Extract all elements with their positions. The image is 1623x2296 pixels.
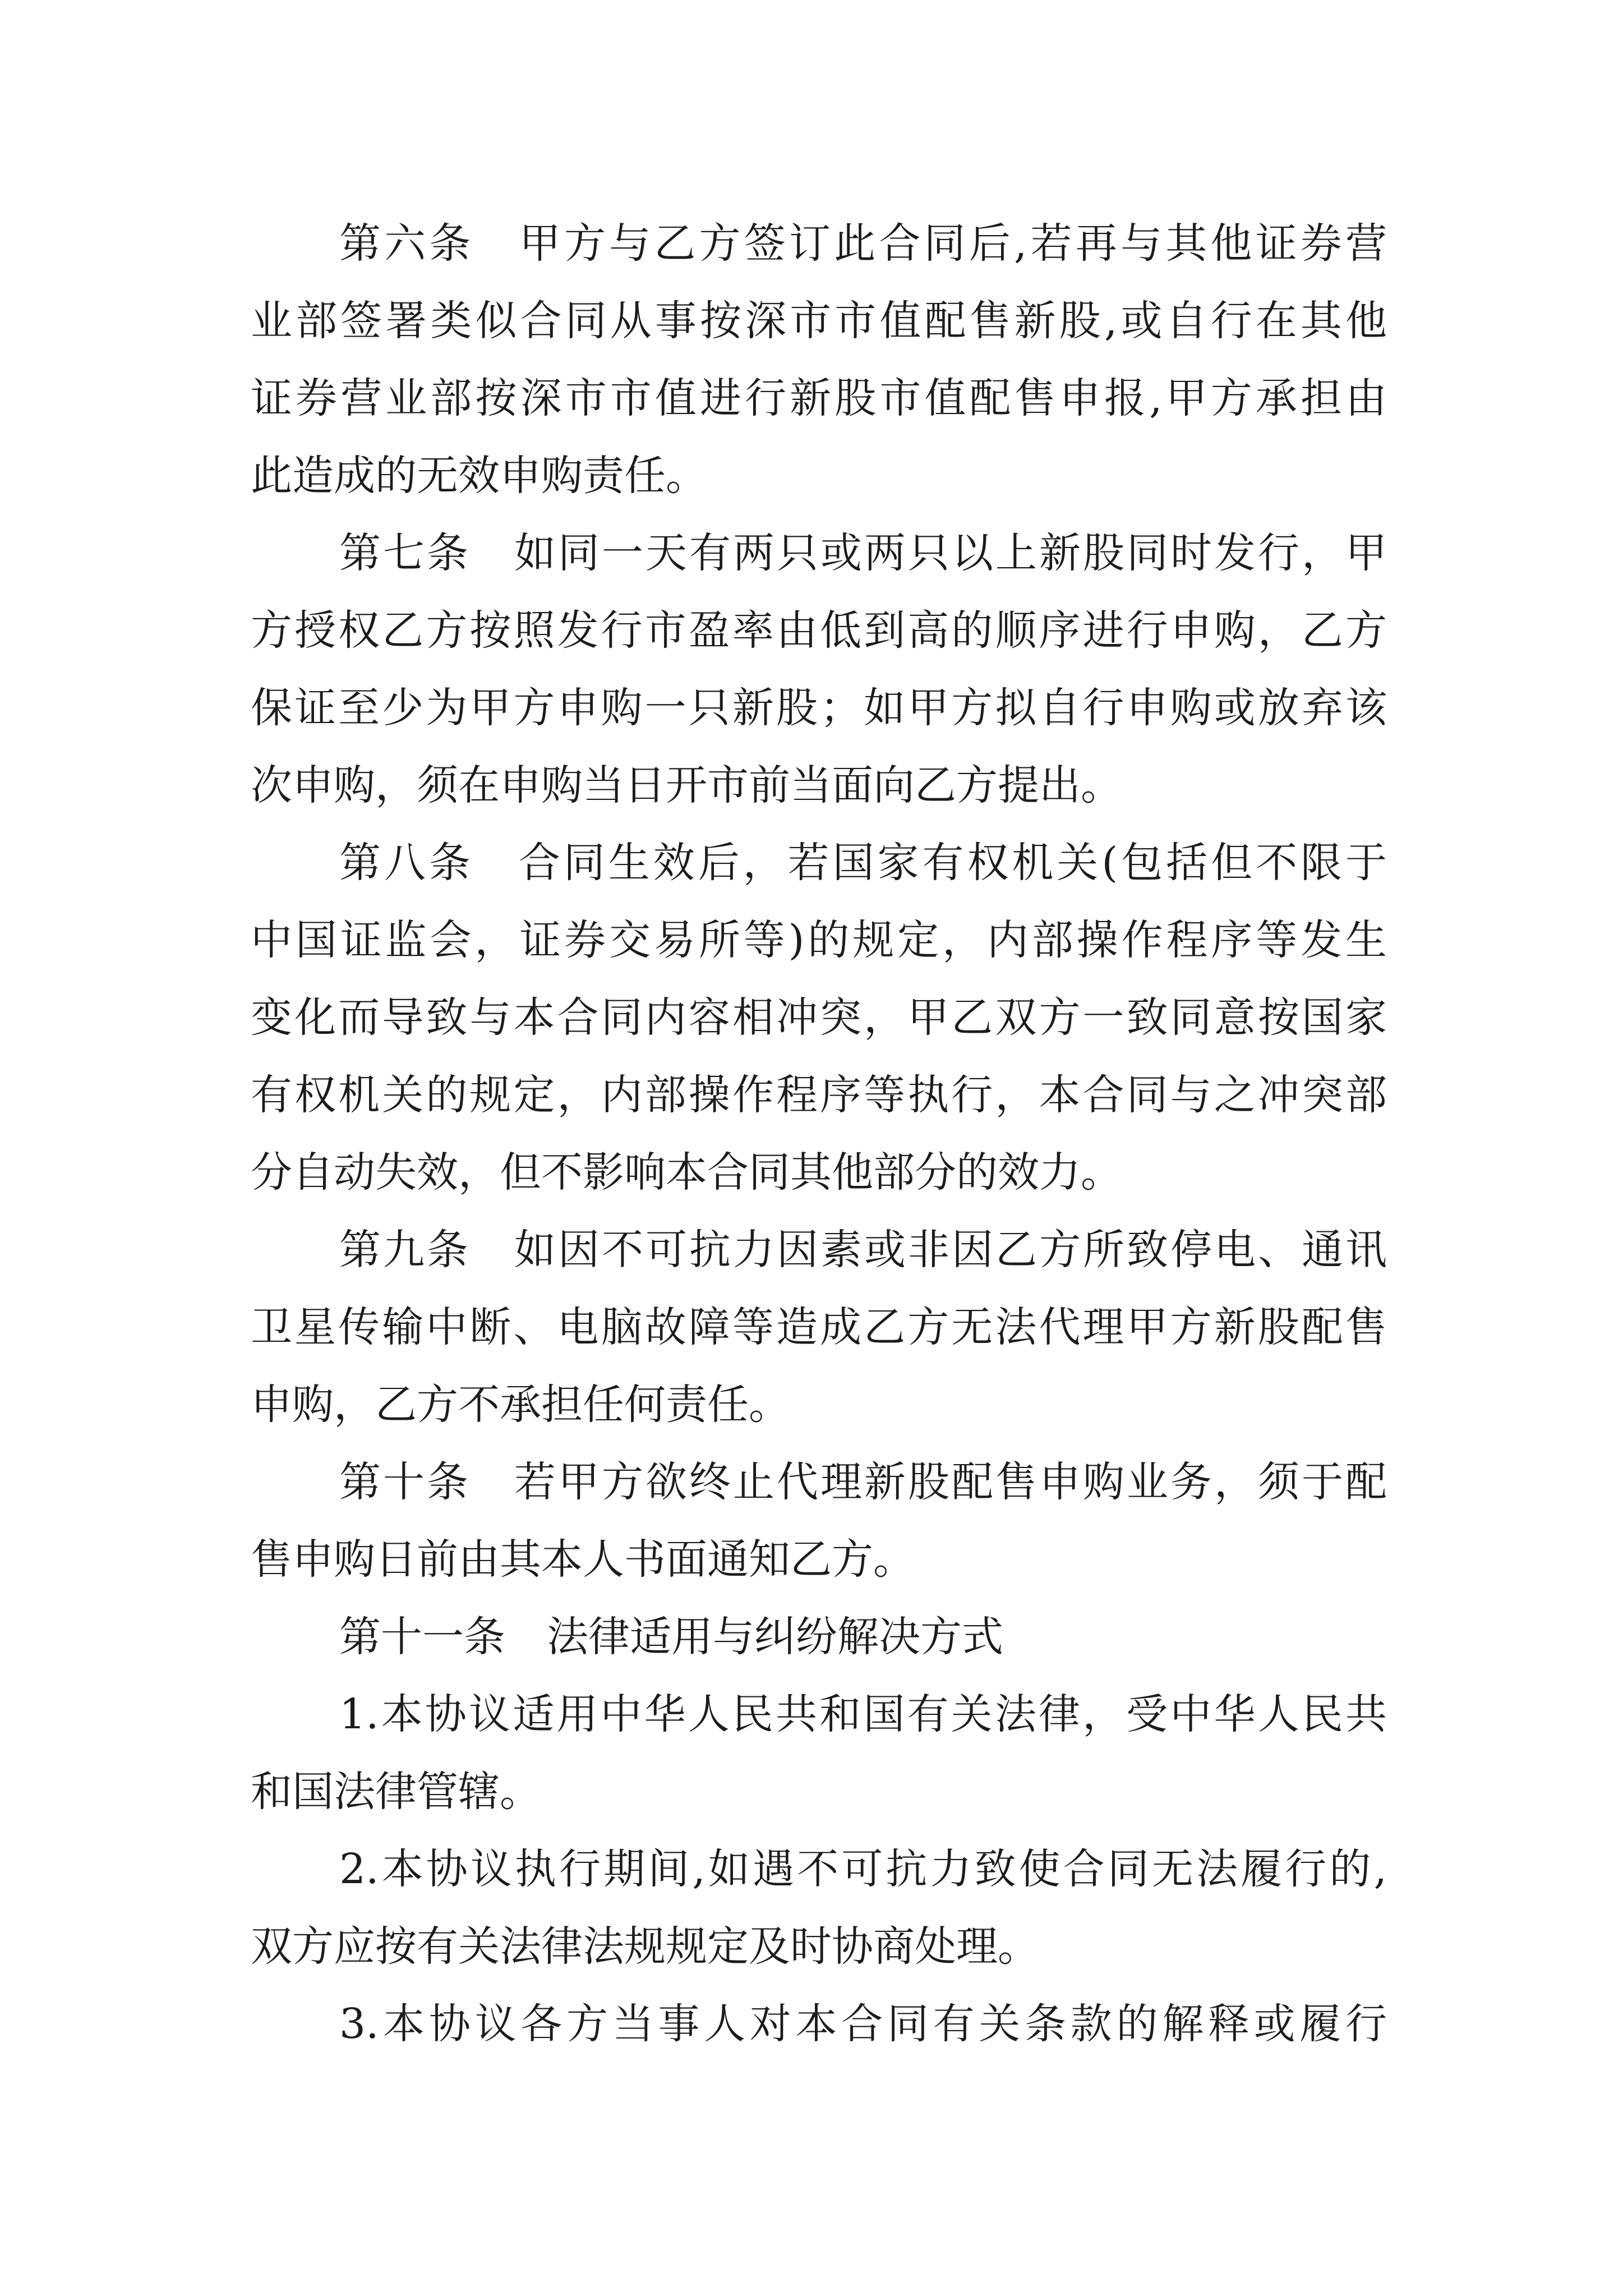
text-line: 次申购，须在申购当日开市前当面向乙方提出。 [251,761,1122,809]
article-10-paragraph [251,1443,1387,1598]
text-line: 售申购日前由其本人书面通知乙方。 [251,1535,915,1584]
text-line: 申购，乙方不承担任何责任。 [251,1381,790,1429]
text-line: 业部签署类似合同从事按深市市值配售新股,或自行在其他 [251,297,1387,345]
text-line: 方授权乙方按照发行市盈率由低到高的顺序进行申购，乙方 [251,606,1387,655]
contract-body [251,205,1387,2063]
text-line: 中国证监会，证券交易所等)的规定，内部操作程序等发生 [251,916,1387,964]
text-line: 证券营业部按深市市值进行新股市值配售申报,甲方承担由 [251,374,1387,422]
section-heading: 第十一条 法律适用与纠纷解决方式 [339,1613,1003,1661]
text-line: 第八条 合同生效后，若国家有权机关(包括但不限于 [339,839,1387,887]
text-line: 有权机关的规定，内部操作程序等执行，本合同与之冲突部 [251,1071,1387,1119]
text-line: 第十条 若甲方欲终止代理新股配售申购业务，须于配 [339,1458,1387,1506]
article-7-paragraph [251,514,1387,824]
article-8-paragraph [251,824,1387,1211]
article-11-heading [251,1598,1387,1676]
article-9-paragraph [251,1211,1387,1443]
clause-3-paragraph [251,1985,1387,2063]
text-line: 第六条 甲方与乙方签订此合同后,若再与其他证券营 [339,219,1387,268]
text-line: 第七条 如同一天有两只或两只以上新股同时发行，甲 [339,529,1387,577]
clause-1-paragraph [251,1676,1387,1830]
text-line: 分自动失效，但不影响本合同其他部分的效力。 [251,1148,1122,1197]
article-6-paragraph [251,205,1387,514]
text-line: 3.本协议各方当事人对本合同有关条款的解释或履行 [339,2000,1387,2048]
text-line: 此造成的无效申购责任。 [251,452,707,500]
text-line: 保证至少为甲方申购一只新股；如甲方拟自行申购或放弃该 [251,684,1387,732]
text-line: 卫星传输中断、电脑故障等造成乙方无法代理甲方新股配售 [251,1303,1387,1351]
text-line: 双方应按有关法律法规规定及时协商处理。 [251,1922,1039,1971]
text-line: 第九条 如因不可抗力因素或非因乙方所致停电、通讯 [339,1226,1387,1274]
text-line: 和国法律管辖。 [251,1768,541,1816]
clause-2-paragraph [251,1830,1387,1985]
text-line: 1.本协议适用中华人民共和国有关法律，受中华人民共 [339,1690,1387,1738]
text-line: 2.本协议执行期间,如遇不可抗力致使合同无法履行的, [339,1845,1387,1893]
text-line: 变化而导致与本合同内容相冲突，甲乙双方一致同意按国家 [251,993,1387,1042]
